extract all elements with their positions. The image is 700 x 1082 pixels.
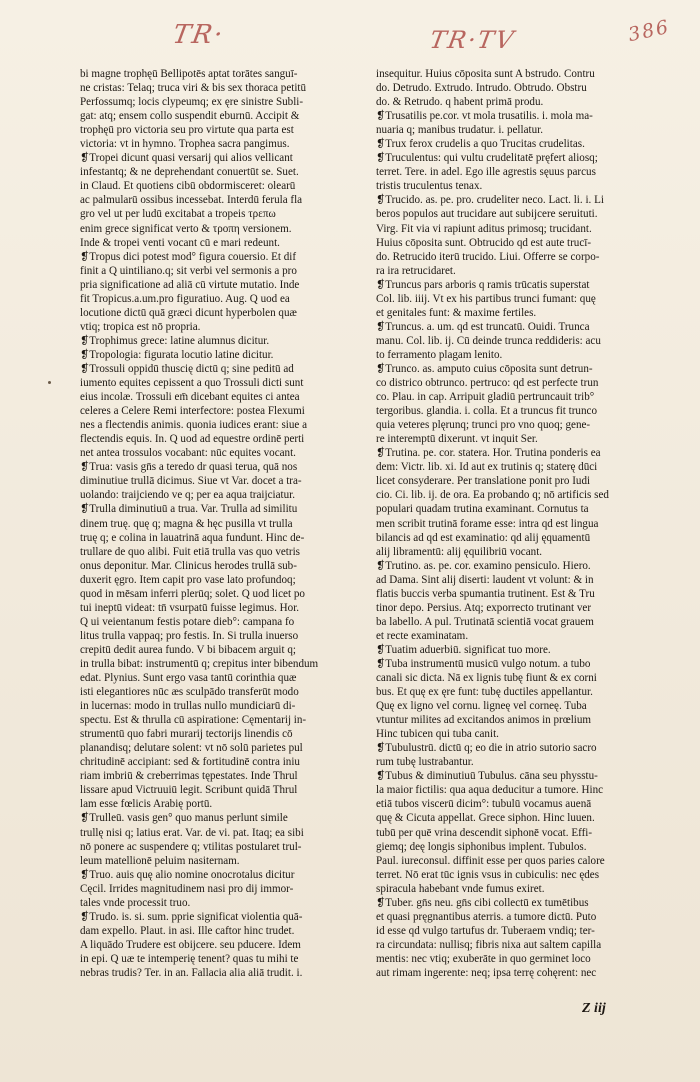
- text-line: insequitur. Huius cōposita sunt A bstrudo. Contru: [376, 68, 595, 80]
- text-line: ba labello. A pul. Trutinatā scientiā vocat grauem: [376, 615, 594, 628]
- text-line: Col. lib. iiij. Vt ex his partibus trunci fumant: quę: [376, 292, 596, 305]
- text-line: bi magne trophęū Bellipotēs aptat torātes sanguī-: [80, 68, 298, 80]
- text-line: co districo obtrunco. pertruco: qd est perfecte trun: [376, 377, 599, 390]
- text-line: quod in mēsam inferri plerūq; solet. Q uod licet po: [80, 587, 305, 600]
- text-line: nuaria q; manibus trudatur. i. pellatur.: [376, 124, 543, 137]
- text-line: vtiq; tropica est nō propria.: [80, 320, 201, 333]
- text-line: ❡Tuba instrumentū musicū vulgo notum. a tubo: [376, 657, 591, 670]
- text-line: tergoribus. glandia. i. colla. Et a truncus fit trunco: [376, 405, 597, 418]
- text-line: terret. Tere. in adel. Ego ille agrestis sęuus parcus: [376, 166, 596, 179]
- text-line: planandisq; delutare solent: vt nō solū parietes pul: [80, 742, 303, 755]
- text-line: ❡Tuber. gn̄s neu. gn̄s cibi collectū ex tumētibus: [376, 896, 589, 909]
- text-line: la maior fictilis: qua aqua deducitur a tumore. Hinc: [376, 784, 604, 797]
- text-line: ❡Truncus. a. um. qd est truncatū. Ouidi. Trunca: [376, 320, 590, 333]
- text-line: ad Dama. Sint alij diserti: laudent vt volunt: & in: [376, 573, 594, 586]
- text-line: lam esse fœlicis Arabię portū.: [80, 798, 213, 811]
- text-line: Q ui veientanum festis potare dieb°: campana fo: [80, 615, 295, 628]
- text-line: crepitū dedit aurea fundo. V bi bibacem arguit q;: [80, 643, 296, 656]
- text-line: tristis truculentus tenax.: [376, 180, 483, 193]
- text-line: dam expello. Plaut. in asi. Ille caftor hinc trudet.: [80, 924, 295, 937]
- manuscript-header-left: TR·: [170, 20, 227, 50]
- text-line: truę q; e colina in lauatrinā aqua fundunt. Hinc de-: [80, 531, 305, 544]
- text-line: etiā tubos viscerū dicim°: tubulū vocamus auenā: [376, 798, 592, 811]
- text-line: quę & Cicuta appellat. Grece siphon. Hinc luuen.: [376, 812, 595, 825]
- text-line: ❡Trucido. as. pe. pro. crudeliter neco. Lact. li. i. Li: [376, 194, 604, 207]
- text-line: nebras trudis? Ter. in an. Fallacia alia aliā trudit. i.: [80, 967, 303, 979]
- text-line: dinem truę. quę q; magna & hęc pusilla vt trulla: [80, 517, 293, 530]
- text-line: bus. Et quę ex ęre funt: tubę ductiles appellantur.: [376, 686, 593, 699]
- text-line: aut rimam ingerente: neq; ipsa terrę cohęrent: nec: [376, 967, 597, 979]
- text-line: do. & Retrudo. q habent primā produ.: [376, 96, 544, 109]
- text-line: Cęcil. Irrides magnitudinem nasi pro dij immor-: [80, 882, 294, 895]
- text-line: ❡Tubus & diminutiuū Tubulus. cāna seu physstu-: [376, 770, 598, 783]
- text-line: licet consyderare. Per translatione ponit pro Iudi: [376, 475, 591, 488]
- text-line: ❡Trudo. is. si. sum. pprie significat violentia quā-: [80, 910, 303, 923]
- text-line: trullare de quo alibi. Fuit etiā trulla vas quo vetris: [80, 545, 300, 558]
- text-line: lissare apud Victruuiū legit. Scribunt quidā Thrul: [80, 784, 298, 797]
- text-line: et genitales funt: & maxime fertiles.: [376, 306, 537, 319]
- text-line: beros populos aut trucidare aut subijcere seruituti.: [376, 208, 598, 221]
- text-line: terret. Nō erat tūc ignis vsus in cubiculis: nec ędes: [376, 868, 600, 881]
- ink-speck: [48, 381, 51, 384]
- text-line: locutione dictū quā grӕci dicunt hyperbolen quӕ: [80, 306, 297, 319]
- text-line: victoria: vt in hymno. Trophea sacra pangimus.: [80, 138, 290, 151]
- text-line: ❡Trunco. as. amputo cuius cōposita sunt detrun-: [376, 362, 593, 375]
- text-line: ❡Trossuli oppidū thuscię dictū q; sine peditū ad: [80, 362, 294, 375]
- text-line: duxerit ęgro. Item capit pro vase lato profundoq;: [80, 573, 296, 586]
- text-line: ❡Trutino. as. pe. cor. examino pensiculo. Hiero.: [376, 559, 591, 572]
- text-line: men scribit trutinā forame esse: intra qd est lingua: [376, 517, 599, 530]
- text-line: strumentū quo fabri murarij tectorijs linendis cō: [80, 728, 293, 741]
- text-line: tales vnde processit truo.: [80, 896, 191, 909]
- text-line: enim grece significat verto & τροπη versionem.: [80, 222, 292, 235]
- text-line: Huius cōposita sunt. Obtrucido qd est aute trucī-: [376, 236, 592, 249]
- text-line: ra ira retrucidaret.: [376, 264, 456, 277]
- text-line: ❡Tropologia: figurata locutio latine dicitur.: [80, 348, 274, 361]
- text-line: Virg. Fit via vi rapiunt aditus primosq; trucidant.: [376, 222, 592, 235]
- text-line: dem: Victr. lib. xi. Id aut ex trutinis q; staterę dūci: [376, 461, 598, 474]
- text-line: do. Retrucido iterū trucido. Liui. Offerre se corpo-: [376, 250, 600, 263]
- text-line: alij libramentū: alij ęquilibriū vocant.: [376, 545, 543, 558]
- text-line: isti elegantiores nūc ӕs sculpādo transferūt modo: [80, 686, 299, 699]
- text-line: litus trulla vappaq; pro festis. In. Si trulla inuerso: [80, 629, 299, 642]
- text-line: spectu. Est & thrulla cū aspiratione: Cęmentarij in-: [80, 714, 307, 727]
- text-line: bilancis ad qd est examinatio: qd alij ęquamentū: [376, 531, 591, 544]
- text-line: trullę nisi q; latius erat. Var. de vi. pat. Itaq; ea sibi: [80, 826, 304, 839]
- text-line: Perfossumq; locis clypeumq; ex ęre sinistre Subli-: [80, 96, 304, 109]
- text-line: in Claud. Et quotiens cibū obdormisceret: olearū: [80, 180, 296, 193]
- text-line: tubū per quē vrina descendit siphonē vocat. Effi-: [376, 826, 593, 839]
- text-line: ❡Trophimus grece: latine alumnus dicitur.: [80, 334, 270, 347]
- text-line: gat: atq; ensem collo suspendit eburnū. Accipit &: [80, 110, 300, 123]
- left-text-column: [80, 67, 364, 980]
- text-line: ❡Truncus pars arboris q ramis trūcatis superstat: [376, 278, 590, 291]
- text-line: quia veteres plęrunq; trunci pro vno quoq; gene-: [376, 419, 591, 432]
- text-line: ❡Trua: vasis gn̄s a teredo dr quasi terua, quā nos: [80, 461, 298, 474]
- text-line: pria significatione ad aliā cū virtute mutatio. Inde: [80, 278, 300, 291]
- text-line: onus deponitur. Mar. Clinicus herodes trullā sub-: [80, 559, 297, 572]
- text-line: Paul. iureconsul. diffinit esse per quos paries calore: [376, 854, 605, 867]
- text-line: cio. Ci. lib. ij. de ora. Ea probando q; nō artificis sed: [376, 489, 609, 502]
- signature-mark: Z iij: [582, 1001, 606, 1016]
- text-line: ❡Tropei dicunt quasi versarij qui alios vellicant: [80, 152, 293, 165]
- text-line: ❡Trutina. pe. cor. statera. Hor. Trutina ponderis ea: [376, 447, 601, 460]
- text-line: manu. Col. lib. ij. Cū deinde trunca reddideris: acu: [376, 334, 601, 347]
- text-line: celeres a Celere Remi interfectore: postea Flexumi: [80, 405, 305, 418]
- text-line: ❡Trux ferox crudelis a quo Trucitas crudelitas.: [376, 138, 585, 151]
- text-line: trophęū pro victoria seu pro virtute qua parta est: [80, 124, 294, 137]
- text-line: co. Plau. in cap. Arripuit gladiū pertruncauit trib°: [376, 391, 595, 404]
- text-line: flatis buccis verba spumantia trutinent. Est & Tru: [376, 587, 595, 600]
- text-line: diminutiue trullā dicimus. Siue vt Var. docet a tra-: [80, 475, 302, 488]
- text-line: ❡Trulleū. vasis gen° quo manus perlunt simile: [80, 812, 288, 825]
- text-line: in lucernas: modo in trullas nullo mundiciarū di-: [80, 700, 296, 713]
- text-line: id esse qd vulgo tartufus dr. Tuberaem vndiq; ter-: [376, 924, 595, 937]
- text-line: re interemptū dixerunt. vt inquit Ser.: [376, 433, 538, 446]
- text-line: nō ponere ac suspendere q; vtilitas postularet trul-: [80, 840, 302, 853]
- text-line: ❡Tubulustrū. dictū q; eo die in atrio sutorio sacro: [376, 742, 597, 755]
- text-line: ra circundata: nullisq; fibris nixa aut saltem capilla: [376, 938, 602, 951]
- text-line: tinor depo. Persius. Atq; exporrecto trutinant ver: [376, 601, 592, 614]
- text-line: finit a Q uintiliano.q; sit verbi vel sermonis a pro: [80, 264, 297, 277]
- text-line: fit Tropicus.a.um.pro figuratiuo. Aug. Q uod ea: [80, 292, 290, 305]
- text-line: to ferramento plagam lenito.: [376, 348, 503, 361]
- text-line: iumento equites cepissent a quo Trossuli dicti sunt: [80, 377, 304, 390]
- text-line: mentis: nec vtiq; exuberāte in quo germinet loco: [376, 952, 591, 965]
- text-line: ❡Trulla diminutiuū a trua. Var. Trulla ad similitu: [80, 503, 298, 516]
- text-line: infestantq; & ne deprehendant conuertūt se. Suet.: [80, 166, 299, 179]
- text-line: net antea trossulos vocabant: nūc equites vocant.: [80, 447, 296, 460]
- text-line: Hinc tubicen qui tuba canit.: [376, 728, 499, 741]
- text-line: giemq; deę longis siphonibus implent. Tubulos.: [376, 840, 587, 853]
- text-line: do. Detrudo. Extrudo. Intrudo. Obtrudo. Obstru: [376, 82, 587, 95]
- text-line: spiracula habebant vnde fumus exiret.: [376, 882, 545, 895]
- text-line: rum tubę lustrabantur.: [376, 756, 474, 769]
- text-line: gro vel ut per ludū excitabat a tropeis τρεπω: [80, 208, 276, 221]
- text-line: et quasi pręgnantibus aterris. a tumore dictū. Puto: [376, 910, 597, 923]
- folio-number: 386: [626, 15, 673, 47]
- text-line: riam imbriū & creberrimas tępestates. Inde Thrul: [80, 770, 298, 783]
- text-line: eius incolӕ. Trossuli em̄ dicebant equites ci antea: [80, 391, 300, 404]
- text-line: vtuntur milites ad excitandos animos in prœlium: [376, 714, 592, 727]
- text-line: ❡Truculentus: qui vultu crudelitatē pręfert aliosq;: [376, 152, 598, 165]
- text-line: chritudinē accipiant: sed & fortitudinē contra iniu: [80, 756, 300, 769]
- text-line: leum matellionē peluim nasiternam.: [80, 854, 240, 867]
- text-line: et recte examinatam.: [376, 629, 469, 642]
- text-line: tui ineptū videat: tn̄ vsurpatū fuisse legimus. Hor.: [80, 601, 300, 614]
- manuscript-header-right: TR·TV: [427, 26, 518, 54]
- text-line: canali sic dicta. Nā ex lignis tubę fiunt & ex corni: [376, 672, 597, 685]
- text-line: populari quadam trutina examinant. Cornutus ta: [376, 503, 589, 516]
- text-line: Inde & tropei venti vocant cū e mari redeunt.: [80, 236, 280, 249]
- text-line: uolando: traijciendo ve q; per ea aqua traijciatur.: [80, 489, 296, 502]
- text-line: edat. Plynius. Sunt ergo vasa tantū corinthia quӕ: [80, 672, 297, 685]
- text-line: A liquādo Trudere est obijcere. seu pducere. Idem: [80, 938, 301, 951]
- text-line: ❡Trusatilis pe.cor. vt mola trusatilis. i. mola ma-: [376, 110, 593, 123]
- text-line: in trulla bibat: instrumentū q; crepitus inter bibendum: [80, 657, 319, 670]
- text-line: ❡Truo. auis quę alio nomine onocrotalus dicitur: [80, 868, 295, 881]
- text-line: ac palmularū ossibus incessebat. Interdū ferula fla: [80, 194, 303, 207]
- text-line: in epi. Q uӕ te intemperię tenent? quas tu mihi te: [80, 952, 299, 965]
- text-line: Quę ex ligno vel cornu. ligneę vel corneę. Tuba: [376, 700, 587, 713]
- text-line: ne cristas: Telaq; truca viri & bis sex thoraca petitū: [80, 82, 307, 95]
- text-line: ❡Tropus dici potest mod° figura couersio. Et dif: [80, 250, 297, 263]
- text-line: nes a flectendis animis. quonia iudices erant: siue a: [80, 419, 308, 432]
- text-line: flectendis equis. In. Q uod ad equestre ordinē perti: [80, 433, 305, 446]
- text-line: ❡Tuatim aduerbiū. significat tuo more.: [376, 643, 551, 656]
- right-text-column: [376, 67, 658, 980]
